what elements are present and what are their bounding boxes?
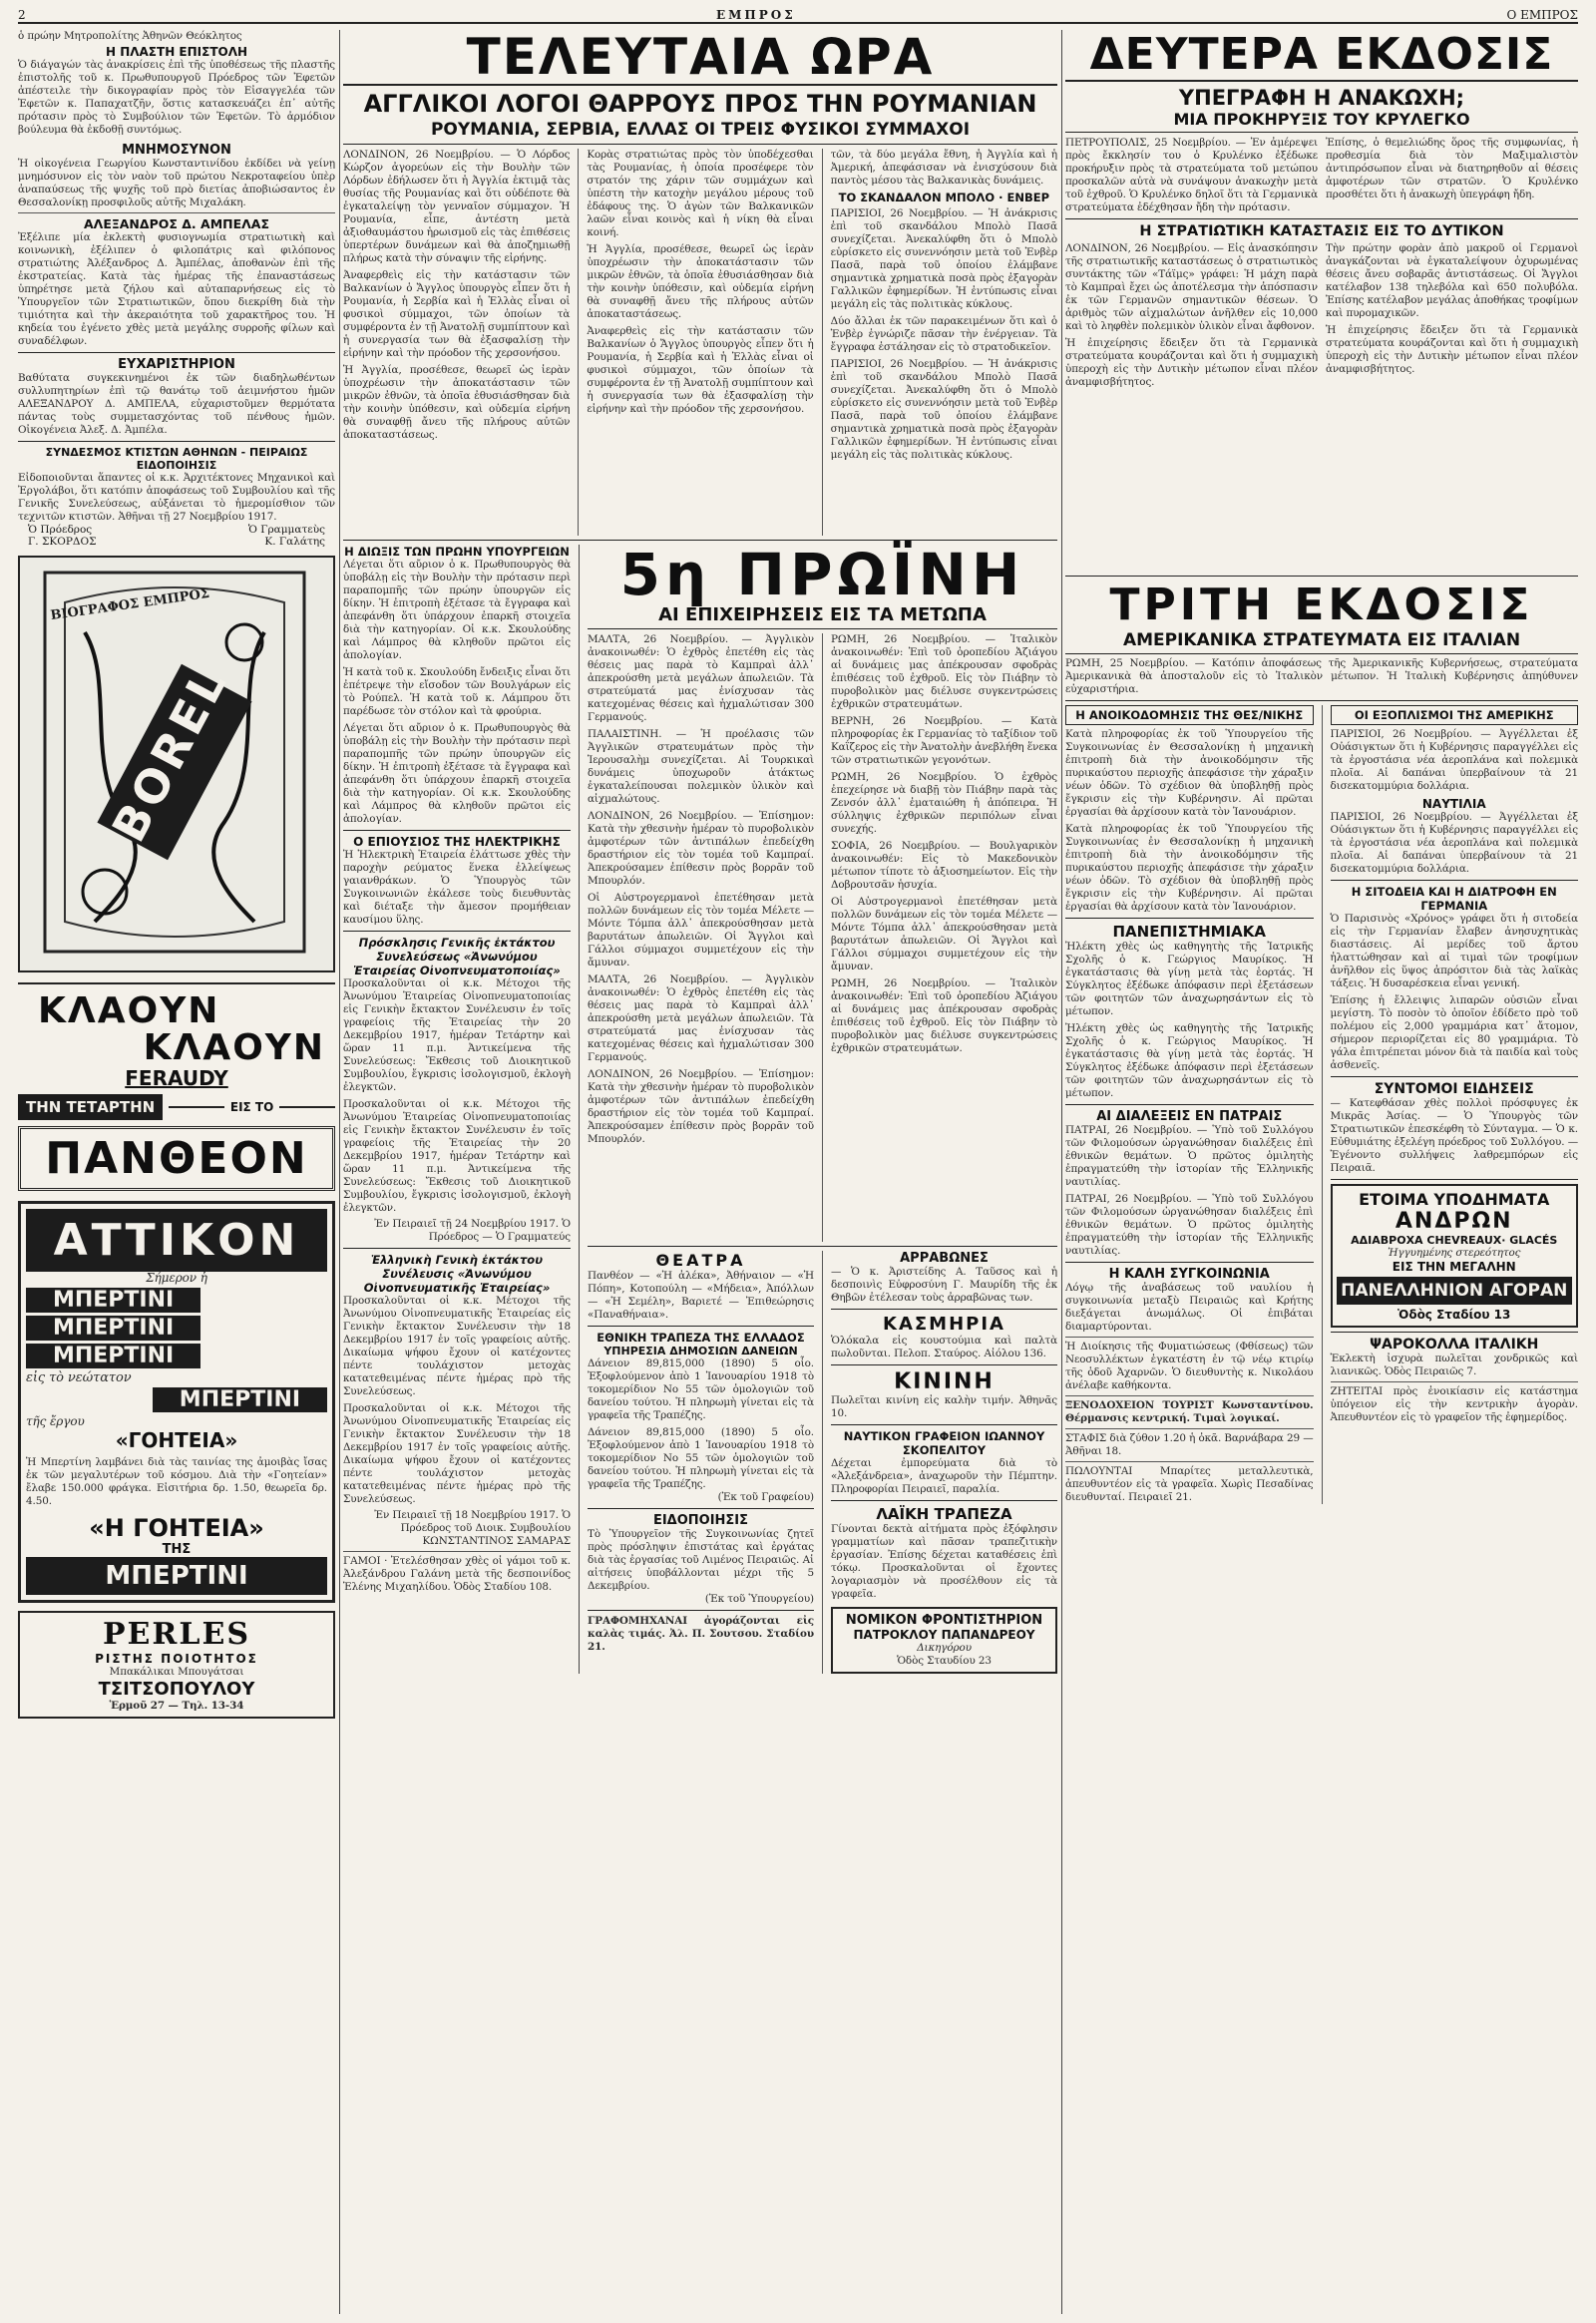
headline-ampelas: ΑΛΕΞΑΝΔΡΟΣ Δ. ΑΜΠΕΛΑΣ bbox=[83, 216, 270, 231]
krylenko-headline: ΜΙΑ ΠΡΟΚΗΡΥΞΙΣ ΤΟΥ ΚΡΥΛΕΓΚΟ bbox=[1065, 110, 1578, 133]
divider bbox=[1065, 1395, 1314, 1396]
law-tutoring-name: ΠΑΤΡΟΚΛΟΥ ΠΑΠΑΝΔΡΕΟΥ bbox=[853, 1628, 1035, 1642]
spirits-headline: Ἑλληνικὴ Γενικὴ ἐκτάκτου Συνέλευσις «Ἀνωνύμου Οἰνοπνευματικῆς Ἑταιρείας» bbox=[363, 1253, 551, 1295]
headline-forged-letter: Η ΠΛΑΣΤΗ ΕΠΙΣΤΟΛΗ bbox=[105, 45, 248, 59]
prosecution-text-2: Ἡ κατὰ τοῦ κ. Σκουλούδη ἔνδειξις εἶναι ὅτι ἐπέτρεψε τὴν εἴσοδον τῶν Βουλγάρων εἰς τὸ Ρούπελ. Ἡ κατὰ τοῦ κ. Λάμπρου ὅτι παρέδωσε τὸν στόλον καὶ τὰ φρούρια. bbox=[343, 666, 571, 717]
front-text-7: ΡΩΜΗ, 26 Νοεμβρίου. Ὁ ἐχθρὸς ἐπεχείρησε νὰ διαβῇ τὸν Πιάβην παρὰ τὰς Ζενσόν ἀλλ᾽ ἐματαιώθη ἡ ἀπόπειρα. Ἡ σύλληψις ἐχθρικῶν περιπόλων εἶναι συνεχής. bbox=[831, 771, 1057, 835]
shoes-ad bbox=[1331, 1184, 1579, 1328]
attikon-newest: εἰς τὸ νεώτατον bbox=[26, 1370, 132, 1385]
last-hour-banner: ΤΕΛΕΥΤΑΙΑ ΩΡΑ bbox=[343, 30, 1057, 86]
article-ampelas: Ἐξέλιπε μία ἐκλεκτὴ φυσιογνωμία στρατιωτικὴ καὶ κοινωνικὴ, ἐξέλιπεν ὁ φιλοπάτρις καὶ φιλόπονος στρατιώτης Ἀλέξανδρος Δ. Ἀμπέλας, ἀποθανὼν ἐπὶ τῆς ἐκστρατείας. Κατὰ τὰς ἡμέρας τῆς ἐπαναστάσεως ὑπηρέτησε μετὰ ζήλου καὶ αὐταπαρνήσεως εἰς τὸ Ὑπουργεῖον τῶν Στρατιωτικῶν, ὅπου διεκρίθη διὰ τὴν τιμιότητα καὶ τὴν ἀκεραιότητα τοῦ χαρακτῆρος του. Ἡ κηδεία του ἐγένετο χθὲς μετὰ μεγάλης συρροῆς φίλων καὶ συναδέλφων. bbox=[18, 231, 335, 347]
hotel-ad: ΞΕΝΟΔΟΧΕΙΟΝ ΤΟΥΡΙΣΤ Κωνσταντίνου. Θέρμανσις κεντρική. Τιμαὶ λογικαί. bbox=[1065, 1399, 1314, 1424]
column-divider bbox=[1061, 30, 1062, 2314]
pan-hellenic-market: ΠΑΝΕΛΛΗΝΙΟΝ ΑΓΟΡΑΝ bbox=[1337, 1277, 1573, 1305]
assembly-signature: Ἐν Πειραιεῖ τῇ 24 Νοεμβρίου 1917. Ὁ Πρόεδρος — Ὁ Γραμματεύς bbox=[374, 1218, 571, 1243]
armistice-text-1: ΠΕΤΡΟΥΠΟΛΙΣ, 25 Νοεμβρίου. — Ἐν ἀμέρεψει πρὸς ἔκκλησίν του ὁ Κρυλένκο ἐξέδωκε προκήρυξιν πρὸς τὰ στρατεύματα τοῦ μετώπου προσκαλῶν αὐτὰ νὰ συνάψουν ἀνακωχὴν μετὰ τοῦ ἐχθροῦ. Ὁ Κρυλένκο δηλοῖ ὅτι τὰ Γερμανικὰ στρατεύματα ἐδέχθησαν ἤδη τὴν πρότασιν. bbox=[1065, 137, 1318, 213]
masthead bbox=[18, 8, 1578, 24]
masthead-right: Ο ΕΜΠΡΟΣ bbox=[1506, 8, 1578, 22]
top-story-p5: τῶν, τὰ δύο μεγάλα ἔθνη, ἡ Ἀγγλία καὶ ἡ Ἀμερική, ἀπεφάσισαν νὰ ἐνισχύσουν διὰ παντὸς μέσου τὰς Βαλκανικὰς δυνάμεις. bbox=[830, 149, 1057, 187]
theatre-text: Πανθέον — «Ἡ ἀλέκα», Ἀθήναιον — «Ἡ Πόπη», Κοτοπούλη — «Μήδεια», Ἀπόλλων — «Ἡ Σεμέλη», Βαριετέ — Ἐπιθεώρησις «Παναθήναια». bbox=[588, 1270, 814, 1321]
glue-headline: ΨΑΡΟΚΟΛΛΑ ΙΤΑΛΙΚΗ bbox=[1370, 1337, 1539, 1353]
divider bbox=[831, 1309, 1057, 1310]
popular-bank-text: Γίνονται δεκτὰ αἰτήματα πρὸς ἐξόφλησιν γραμματίων καὶ πᾶσαν τραπεζιτικὴν ἐργασίαν. Ἐπίσης δέχεται καταθέσεις ἐπὶ τόκῳ. Προσκαλοῦνται οἱ ἔχοντες λογαριασμὸν νὰ προσέλθουν εἰς τὰ γραφεῖα. bbox=[831, 1523, 1057, 1600]
prosecution-headline: Η ΔΙΩΞΙΣ ΤΩΝ ΠΡΩΗΝ ΥΠΟΥΡΓΕΙΩΝ bbox=[344, 545, 570, 559]
law-tutoring-role: Δικηγόρου bbox=[917, 1642, 972, 1654]
signature-name-1: Γ. ΣΚΟΡΔΟΣ bbox=[28, 536, 97, 548]
cashmere-headline: ΚΑΣΜΗΡΙΑ bbox=[883, 1314, 1005, 1335]
attikon-goteia: «ΓΟΗΤΕΙΑ» bbox=[115, 1428, 238, 1452]
paper-name: ΕΜΠΡΟΣ bbox=[716, 8, 796, 22]
right-column bbox=[1065, 30, 1578, 1504]
bank-text-2: Δάνειον 89,815,000 (1890) 5 οἷο. Ἐξοφλούμενον ἀπὸ 1 Ἰανουαρίου 1918 τὸ τοκομερίδιον Νο 55 τῶν ὁμολογιῶν τοῦ δανείου τούτου. Ἡ πληρωμὴ γίνεται εἰς τὰ γραφεῖα τῆς Τραπέζης. bbox=[588, 1426, 814, 1490]
top-story-p2: Ἀναφερθεὶς εἰς τὴν κατάστασιν τῶν Βαλκανίων ὁ Ἄγγλος ὑπουργὸς εἶπεν ὅτι ἡ Ρουμανία, ἡ Σερβία καὶ ἡ Ἑλλὰς εἶναι οἱ φυσικοὶ σύμμαχοι, τῶν ὁποίων τὰ συμφέροντα ἐν τῇ Ἀνατολῇ συμπίπτουν καὶ ἡ συνεργασία των θὰ ἐξασφαλίσῃ τὴν εἰρήνην καὶ τὴν πρόοδον τῆς χερσονήσου. bbox=[343, 269, 571, 359]
top-story-p1: ΛΟΝΔΙΝΟΝ, 26 Νοεμβρίου. — Ὁ Λόρδος Κώρζον ἀγορεύων εἰς τὴν Βουλὴν τῶν Λόρδων ἐδήλωσεν ὅτι ἡ Ἀγγλία ἐκτιμᾷ τὰς θυσίας τῆς Ρουμανίας καὶ ὅτι οὐδέποτε θὰ ἐγκαταλείψῃ τὸν γενναῖον σύμμαχον. Ἡ Ρουμανία, εἶπε, ἀντέστη μετὰ ἀξιοθαυμάστου ἡρωισμοῦ εἰς τὰς ἐπιθέσεις ὑπερτέρων δυνάμεων καὶ θὰ ἀποζημιωθῇ πλήρως κατὰ τὴν σύναψιν τῆς εἰρήνης. bbox=[343, 149, 571, 264]
front-text-1: ΜΑΛΤΑ, 26 Νοεμβρίου. — Ἀγγλικὸν ἀνακοινωθέν: Ὁ ἐχθρὸς ἐπετέθη εἰς τὰς θέσεις μας παρὰ τὸ Καμπραὶ ἀλλ᾽ ἀπεκρούσθη μετὰ μεγάλων ἀπωλειῶν. Τὰ στρατεύματά μας ἐνίσχυσαν τὰς κατεχομένας θέσεις καὶ ἠχμαλώτισαν 300 Γερμανούς. bbox=[588, 633, 814, 723]
attikon-ad bbox=[18, 1201, 335, 1603]
front-text-3: ΛΟΝΔΙΝΟΝ, 26 Νοεμβρίου. — Ἐπίσημον: Κατὰ τὴν χθεσινὴν ἡμέραν τὸ πυροβολικὸν ἀμφοτέρων τῶν ἀντιπάλων ἐπεδείχθη δραστήριον εἰς τὸν τομέα τοῦ Καμπραί. Ἀπεκρούσαμεν ἐπίθεσιν πρὸς βορρᾶν τοῦ Μπουρλόν. bbox=[588, 810, 814, 887]
armistice-headline: ΥΠΕΓΡΑΦΗ Η ΑΝΑΚΩΧΗ; bbox=[1178, 86, 1465, 110]
electric-text: Ἡ Ἠλεκτρικὴ Ἑταιρεία ἐλάττωσε χθὲς τὴν παροχὴν ρεύματος ἕνεκα ἐλλείψεως γαιανθράκων. Ὁ Ὑπουργὸς τῶν Συγκοινωνιῶν ἐκάλεσε τοὺς διευθυντὰς καὶ διέταξε τὴν ἄμεσον προμήθειαν καυσίμου ὕλης. bbox=[343, 849, 571, 926]
klaoun-title-1: ΚΛΑΟΥΝ bbox=[38, 990, 220, 1031]
assembly-text-2: Προσκαλοῦνται οἱ κ.κ. Μέτοχοι τῆς Ἀνωνύμου Ἑταιρείας Οἰνοπνευματοποιίας εἰς Γενικὴν ἔκτακτον Συνέλευσιν ἐν τοῖς γραφείοις τῆς Ἑταιρείας τὴν 20 Δεκεμβρίου 1917, ἡμέραν Τετάρτην καὶ ὥραν 11 π.μ. Ἀντικείμενα τῆς Συνελεύσεως: Ἔκθεσις τοῦ Διοικητικοῦ Συμβουλίου, ἔγκρισις ἰσολογισμοῦ, ἐκλογὴ ἐλεγκτῶν. bbox=[343, 1098, 571, 1214]
divider bbox=[1065, 576, 1578, 577]
top-story-subhead: ΑΓΓΛΙΚΟΙ ΛΟΓΟΙ ΘΑΡΡΟΥΣ ΠΡΟΣ ΤΗΝ ΡΟΥΜΑΝΙΑΝ bbox=[363, 90, 1037, 118]
page-number: 2 bbox=[18, 8, 26, 22]
shoes-address: Ὁδὸς Σταδίου 13 bbox=[1397, 1308, 1511, 1322]
signature-name-2: Κ. Γαλάτης bbox=[264, 536, 325, 548]
article-memorial: Ἡ οἰκογένεια Γεωργίου Κωνσταντινίδου ἐκδίδει νὰ γείνῃ μνημόσυνον εἰς τὸν ναὸν τοῦ πρώτου Νεκροταφείου ὑπὲρ ἀναπαύσεως τῆς ψυχῆς τοῦ πρὸ διετίας ἀποβιώσαντος ἐν Θεσσαλονίκῃ προσφιλοῦς αὐτῆς Μιχαλάκη. bbox=[18, 158, 335, 208]
divider bbox=[18, 352, 335, 353]
divider bbox=[1065, 700, 1578, 701]
tuberculosis-text: Ἡ Διοίκησις τῆς Φυματιώσεως (Φθίσεως) τῶν Νεοσυλλέκτων ἐγκατέστη ἐν τῷ νέῳ κτιρίῳ τῆς ὁδοῦ Ἀχαρνῶν. Ὁ διευθυντὴς κ. Νικολάου ἀνέλαβε καθήκοντα. bbox=[1065, 1341, 1314, 1391]
third-edition-banner: ΤΡΙΤΗ ΕΚΔΟΣΙΣ bbox=[1109, 580, 1534, 630]
divider bbox=[1065, 1337, 1314, 1338]
signature-president: Ὁ Πρόεδρος bbox=[28, 524, 93, 536]
signature-secretary: Ὁ Γραμματεὺς bbox=[247, 524, 325, 536]
divider bbox=[588, 1326, 814, 1327]
assembly-headline: Πρόσκλησις Γενικῆς ἐκτάκτου Συνελεύσεως «Ἀνωνύμου Ἑταιρείας Οἰνοπνευματοποιίας» bbox=[353, 936, 561, 977]
sale-ad: ΠΩΛΟΥΝΤΑΙ Μπαρίτες μεταλλευτικὰ, ἀπευθυντέον εἰς τὰ γραφεῖα. Χωρὶς Πεσαδίνας διευθυνταί. Πειραιεῖ 21. bbox=[1065, 1465, 1314, 1503]
divider bbox=[831, 1500, 1057, 1501]
prosecution-text-3: Λέγεται ὅτι αὔριον ὁ κ. Πρωθυπουργὸς θὰ ὑποβάλῃ εἰς τὴν Βουλὴν τὴν πρότασιν περὶ παραπομπῆς τῶν πρώην ὑπουργῶν εἰς δίκην. Ἡ ἐπιτροπὴ ἐξέτασε τὰ ἔγγραφα καὶ ἀπεφάνθη ὅτι ὑπάρχουν ἐπαρκῆ στοιχεῖα διὰ τὴν κατηγορίαν. Οἱ κ.κ. Σκουλούδης καὶ Λάμπρος θὰ κληθοῦν πρῶτοι εἰς ἀπολογίαν. bbox=[343, 722, 571, 825]
attikon-work: τῆς ἔργου bbox=[26, 1414, 85, 1428]
us-armament-headline: ΟΙ ΕΞΟΠΛΙΣΜΟΙ ΤΗΣ ΑΜΕΡΙΚΗΣ bbox=[1331, 705, 1579, 725]
headline-memorial: ΜΝΗΜΟΣΥΝΟΝ bbox=[122, 143, 231, 158]
notice-headline: ΕΙΔΟΠΟΙΗΣΙΣ bbox=[652, 1513, 749, 1528]
front-text-4b: ΡΩΜΗ, 26 Νοεμβρίου. — Ἰταλικὸν ἀνακοινωθέν: Ἐπὶ τοῦ ὀροπεδίου Ἀζιάγου αἱ δυνάμεις μας ἀπέκρουσαν σφοδρὰς ἐπιθέσεις τοῦ ἐχθροῦ. Εἰς τὸν Πιάβην τὸ πυροβολικὸν μας διέλυσε συγκεντρώσεις ἐχθρικῶν στρατευμάτων. bbox=[831, 977, 1057, 1054]
mpolo-text-2: Δύο ἄλλαι ἐκ τῶν παρακειμένων ὅτι καὶ ὁ Ἐνβὲρ ἐγνώριζε πᾶσαν τὴν ἐνέργειαν. Τὰ ἔγγραφα ἐστάλησαν εἰς τὸ στρατοδικεῖον. bbox=[830, 315, 1057, 353]
university-text-2: Ἠλέκτη χθὲς ὡς καθηγητὴς τῆς Ἰατρικῆς Σχολῆς ὁ κ. Γεώργιος Μαυρίκος. Ἡ ἐγκατάστασις θὰ γίνῃ μετὰ τὰς ἑορτάς. Ἡ Σύγκλητος ἐξέδωκε ἀπόφασιν περὶ ἐξετάσεων τῶν φοιτητῶν τῶν ἀναχωρησάντων εἰς τὸ μέτωπον. bbox=[1065, 1022, 1314, 1099]
second-edition-area bbox=[588, 541, 1057, 1674]
perles-quality: ΡΙΣΤΗΣ ΠΟΙΟΤΗΤΟΣ bbox=[95, 1652, 258, 1666]
klaoun-ad bbox=[18, 982, 335, 1191]
prison-column bbox=[343, 545, 571, 1674]
attikon-bertini-5: ΜΠΕΡΤΙΝΙ bbox=[26, 1557, 327, 1595]
shoes-men: ΑΝΔΡΩΝ bbox=[1395, 1209, 1513, 1234]
american-troops-headline: ΑΜΕΡΙΚΑΝΙΚΑ ΣΤΡΑΤΕΥΜΑΤΑ ΕΙΣ ΙΤΑΛΙΑΝ bbox=[1065, 630, 1578, 654]
shipping-office-headline: ΝΑΥΤΙΚΟΝ ΓΡΑΦΕΙΟΝ ΙΩΑΝΝΟΥ ΣΚΟΠΕΛΙΤΟΥ bbox=[843, 1429, 1045, 1457]
divider bbox=[1065, 1262, 1314, 1263]
popular-bank-headline: ΛΑΪΚΗ ΤΡΑΠΕΖΑ bbox=[876, 1505, 1012, 1523]
shipping-office-text: Δέχεται ἐμπορεύματα διὰ τὸ «Ἀλεξάνδρεια», ἀναχωροῦν τὴν Πέμπτην. Πληροφορίαι Πειραιεῖ, παραλία. bbox=[831, 1457, 1057, 1495]
article-builders: Εἰδοποιοῦνται ἅπαντες οἱ κ.κ. Ἀρχιτέκτονες Μηχανικοὶ καὶ Ἐργολάβοι, ὅτι κατόπιν ἀποφάσεως τοῦ Συμβουλίου καὶ τῆς Γενικῆς Συνελεύσεως, αὐξάνεται τὸ ἡμερομίσθιον τῶν τεχνιτῶν κτιστῶν. Ἀθῆναι τῇ 27 Νοεμβρίου 1917. bbox=[18, 472, 335, 523]
typewriter-ad: ΓΡΑΦΟΜΗΧΑΝΑΙ ἀγοράζονται εἰς καλὰς τιμάς. Ἀλ. Π. Σουτσου. Σταδίου 21. bbox=[588, 1615, 814, 1653]
assembly-text: Προσκαλοῦνται οἱ κ.κ. Μέτοχοι τῆς Ἀνωνύμου Ἑταιρείας Οἰνοπνευματοποιίας εἰς Γενικὴν ἔκτακτον Συνέλευσιν ἐν τοῖς γραφείοις τῆς Ἑταιρείας τὴν 20 Δεκεμβρίου 1917, ἡμέραν Τετάρτην καὶ ὥραν 11 π.μ. Ἀντικείμενα τῆς Συνελεύσεως: Ἔκθεσις τοῦ Διοικητικοῦ Συμβουλίου, ἔγκρισις ἰσολογισμοῦ, ἐκλογὴ ἐλεγκτῶν. bbox=[343, 977, 571, 1093]
germany-food-headline: Η ΣΙΤΟΔΕΙΑ ΚΑΙ Η ΔΙΑΤΡΟΦΗ ΕΝ ΓΕΡΜΑΝΙΑ bbox=[1351, 885, 1557, 913]
divider bbox=[1331, 880, 1579, 881]
law-tutoring-ad bbox=[831, 1607, 1057, 1674]
bank-subhead: ΥΠΗΡΕΣΙΑ ΔΗΜΟΣΙΩΝ ΔΑΝΕΙΩΝ bbox=[603, 1345, 798, 1357]
perles-shop: ΤΣΙΤΣΟΠΟΥΛΟΥ bbox=[98, 1679, 255, 1700]
front-text-3b: ΛΟΝΔΙΝΟΝ, 26 Νοεμβρίου. — Ἐπίσημον: Κατὰ τὴν χθεσινὴν ἡμέραν τὸ πυροβολικὸν ἀμφοτέρων τῶν ἀντιπάλων ἐπεδείχθη δραστήριον εἰς τὸν τομέα τοῦ Καμπραί. Ἀπεκρούσαμεν ἐπίθεσιν πρὸς βορρᾶν τοῦ Μπουρλόν. bbox=[588, 1068, 814, 1145]
attikon-logo: ΑΤΤΙΚΟΝ bbox=[26, 1209, 327, 1272]
borel-logo: BOREL bbox=[101, 657, 238, 851]
notice-signature: (Ἐκ τοῦ Ὑπουργείου) bbox=[704, 1593, 814, 1605]
intro-line: ὁ πρώην Μητροπολίτης Ἀθηνῶν Θεόκλητος bbox=[18, 30, 242, 42]
divider bbox=[588, 1610, 814, 1611]
divider bbox=[1065, 918, 1314, 919]
top-story-p2b: Ἀναφερθεὶς εἰς τὴν κατάστασιν τῶν Βαλκανίων ὁ Ἄγγλος ὑπουργὸς εἶπεν ὅτι ἡ Ρουμανία, ἡ Σερβία καὶ ἡ Ἑλλὰς εἶναι οἱ φυσικοὶ σύμμαχοι, τῶν ὁποίων τὰ συμφέροντα ἐν τῇ Ἀνατολῇ συμπίπτουν καὶ ἡ συνεργασία των θὰ ἐξασφαλίσῃ τὴν εἰρήνην καὶ τὴν πρόοδον τῆς χερσονήσου. bbox=[587, 325, 814, 415]
armistice-text-2: Ἐπίσης, ὁ θεμελιώδης ὅρος τῆς συμφωνίας, ἡ προθεσμία διὰ τὸν Μαξιμαλιστὸν ἀντιπρόσωπον εἶναι νὰ διατηρηθοῦν αἱ θέσεις ἀμφοτέρων τῶν στρατῶν. Ὁ Κρυλένκο προσθέτει ὅτι ἡ ἀνακωχὴ ὑπεγράφη ἤδη. bbox=[1326, 137, 1578, 200]
perles-logo: PERLES bbox=[103, 1617, 250, 1652]
raisins-ad: ΣΤΑΦΙΣ διὰ ζύθον 1.20 ἡ ὀκᾶ. Βαρνάβαρα 29 — Ἀθῆναι 18. bbox=[1065, 1432, 1314, 1457]
divider bbox=[18, 441, 335, 442]
headline-builders: ΣΥΝΔΕΣΜΟΣ ΚΤΙΣΤΩΝ ΑΘΗΝΩΝ - ΠΕΙΡΑΙΩΣ bbox=[45, 446, 308, 459]
center-column bbox=[343, 30, 1057, 1674]
bank-headline: ΕΘΝΙΚΗ ΤΡΑΠΕΖΑ ΤΗΣ ΕΛΛΑΔΟΣ bbox=[597, 1331, 805, 1345]
front-text-1b: ΜΑΛΤΑ, 26 Νοεμβρίου. — Ἀγγλικὸν ἀνακοινωθέν: Ὁ ἐχθρὸς ἐπετέθη εἰς τὰς θέσεις μας παρὰ τὸ Καμπραὶ ἀλλ᾽ ἀπεκρούσθη μετὰ μεγάλων ἀπωλειῶν. Τὰ στρατεύματά μας ἐνίσχυσαν τὰς κατεχομένας θέσεις καὶ ἠχμαλώτισαν 300 Γερμανούς. bbox=[588, 973, 814, 1063]
column-divider bbox=[339, 30, 340, 2314]
attikon-bertini-1: ΜΠΕΡΤΙΝΙ bbox=[26, 1288, 200, 1313]
klaoun-day: ΤΗΝ ΤΕΤΑΡΤΗΝ bbox=[18, 1094, 163, 1120]
law-tutoring-title: ΝΟΜΙΚΟΝ ΦΡΟΝΤΙΣΤΗΡΙΟΝ bbox=[845, 1613, 1043, 1628]
newspaper-page bbox=[18, 8, 1578, 2315]
shipping-headline: ΝΑΥΤΙΛΙΑ bbox=[1421, 797, 1486, 811]
klaoun-eis-to: ΕΙΣ ΤΟ bbox=[229, 1100, 274, 1114]
mpolo-text-3: ΠΑΡΙΣΙΟΙ, 26 Νοεμβρίου. — Ἡ ἀνάκρισις ἐπὶ τοῦ σκανδάλου Μπολὸ Πασᾶ συνεχίζεται. Ἀνεκαλύφθη ὅτι ὁ Μπολὸ εὑρίσκετο εἰς συνεννόησιν μετὰ τοῦ Ἐνβὲρ Πασᾶ, παρὰ τοῦ ὁποίου ἐλάμβανε σημαντικὰ χρηματικὰ ποσὰ πρὸς ἐξαγορὰν Γαλλικῶν ἐφημερίδων. Ἡ ἐντύπωσις εἶναι μεγάλη εἰς τὰς πολιτικὰς κύκλους. bbox=[830, 358, 1057, 461]
wanted-ad: ΖΗΤΕΙΤΑΙ πρὸς ἐνοικίασιν εἰς κατάστημα ὑπόγειον εἰς τὴν κεντρικὴν ἀγορὰν. Ἀπευθυντέον εἰς τὸ γραφεῖον τῆς ἐφημερίδος. bbox=[1330, 1385, 1578, 1423]
american-troops-text: ΡΩΜΗ, 25 Νοεμβρίου. — Κατόπιν ἀποφάσεως τῆς Ἀμερικανικῆς Κυβερνήσεως, στρατεύματα Ἀμερικανικὰ θὰ ἀποσταλοῦν εἰς τὸ Ἰταλικὸν μέτωπον. Ἡ Ἰταλικὴ Κυβέρνησις ἀπηύθυνεν εὐχαριστήρια. bbox=[1065, 657, 1578, 695]
top-story-p3b: Ἡ Ἀγγλία, προσέθεσε, θεωρεῖ ὡς ἱερὰν ὑποχρέωσιν τὴν ἀποκατάστασιν τῶν μικρῶν ἐθνῶν, τὰ ὁποῖα ἐθυσιάσθησαν διὰ τὴν κοινὴν ὑπόθεσιν, καὶ οὐδεμία εἰρήνη θὰ συναφθῇ ἄνευ τῆς πλήρους αὐτῶν ἀποκαταστάσεως. bbox=[587, 243, 814, 320]
thessaloniki-headline: Η ΑΝΟΙΚΟΔΟΜΗΣΙΣ ΤΗΣ ΘΕΣ/ΝΙΚΗΣ bbox=[1065, 705, 1314, 725]
attikon-bertini-3: ΜΠΕΡΤΙΝΙ bbox=[26, 1344, 200, 1368]
glue-text: Ἐκλεκτὴ ἰσχυρὰ πωλεῖται χονδρικῶς καὶ λιανικῶς. Ὁδὸς Πειραιῶς 7. bbox=[1330, 1353, 1578, 1377]
cashmere-text: Ὁλόκαλα εἰς κουστούμια καὶ παλτὰ πωλοῦνται. Πελοπ. Σταύρος. Αἰόλου 136. bbox=[831, 1335, 1057, 1359]
thessaloniki-text-2: Κατὰ πληροφορίας ἐκ τοῦ Ὑπουργείου τῆς Συγκοινωνίας ἐν Θεσσαλονίκῃ ἡ μηχανικὴ ἐπιτροπὴ διὰ τὴν ἀνοικοδόμησιν τῆς πυρικαύστου περιοχῆς ἀπεφάσισε τὴν χάραξιν νέων ὁδῶν. Τὸ σχέδιον θὰ ὑποβληθῇ πρὸς ἔγκρισιν εἰς τὴν Κυβέρνησιν. Αἱ πρῶται ἐργασίαι θὰ ἀρχίσουν κατὰ τὸν Ἰανουάριον. bbox=[1065, 823, 1314, 913]
front-text-5b: Οἱ Αὐστρογερμανοὶ ἐπετέθησαν μετὰ πολλῶν δυνάμεων εἰς τὸν τομέα Μέλετε — Μόντε Τόμπα ἀλλ᾽ ἀπεκρούσθησαν μετὰ βαρυτάτων ἀπωλειῶν. Οἱ Ἄγγλοι καὶ Γάλλοι σύμμαχοι συμμετέχουν εἰς τὴν ἄμυναν. bbox=[831, 896, 1057, 972]
spirits-text: Προσκαλοῦνται οἱ κ.κ. Μέτοχοι τῆς Ἀνωνύμου Οἰνοπνευματικῆς Ἑταιρείας εἰς Γενικὴν ἔκτακτον Συνέλευσιν τὴν 18 Δεκεμβρίου 1917 ἐν τοῖς γραφείοις αὐτῆς. Δικαίωμα ψήφου ἔχουν οἱ κατέχοντες πέντε τουλάχιστον μετοχὰς κατατεθειμένας πέντε ἡμέρας πρὸ τῆς Συνελεύσεως. bbox=[343, 1295, 571, 1397]
divider bbox=[343, 1248, 571, 1249]
divider bbox=[588, 1246, 1057, 1247]
divider bbox=[1331, 1179, 1579, 1180]
top-story-p3: Ἡ Ἀγγλία, προσέθεσε, θεωρεῖ ὡς ἱερὰν ὑποχρέωσιν τὴν ἀποκατάστασιν τῶν μικρῶν ἐθνῶν, τὰ ὁποῖα ἐθυσιάσθησαν διὰ τὴν κοινὴν ὑπόθεσιν, καὶ οὐδεμία εἰρήνη θὰ συναφθῇ ἄνευ τῆς πλήρους αὐτῶν ἀποκαταστάσεως. bbox=[343, 364, 571, 441]
western-front-text-2: Τὴν πρώτην φορὰν ἀπὸ μακροῦ οἱ Γερμανοὶ ἀναγκάζονται νὰ ἐγκαταλείψουν ὀχυρωμένας θέσεις ἄνευ σοβαρᾶς ἀντιστάσεως. Οἱ Ἄγγλοι κατέλαβον 138 τηλεβόλα καὶ 650 πολυβόλα. Ἐπίσης κατέλαβον μεγάλας ἀποθήκας τροφίμων καὶ πυρομαχικῶν. bbox=[1326, 242, 1578, 319]
pantheon-logo: ΠΑΝΘΕΟΝ bbox=[18, 1126, 335, 1191]
front-text-8: ΣΟΦΙΑ, 26 Νοεμβρίου. — Βουλγαρικὸν ἀνακοινωθέν: Εἰς τὸ Μακεδονικὸν μέτωπον τίποτε τὸ ἀξιοσημείωτον. Εἰς τὴν Δοβρουτσᾶν ἡσυχία. bbox=[831, 840, 1057, 891]
germany-food-text: Ὁ Παρισινὸς «Χρόνος» γράφει ὅτι ἡ σιτοδεία εἰς τὴν Γερμανίαν ἔλαβεν ἀνησυχητικὰς διαστάσεις. Αἱ μερίδες τοῦ ἄρτου ἠλαττώθησαν καὶ αἱ τιμαὶ τῶν τροφίμων ἀνῆλθον εἰς ὕψος ἀπρόσιτον διὰ τὰς λαϊκὰς τάξεις. Ἡ δυσαρέσκεια εἶναι γενική. bbox=[1330, 913, 1578, 989]
divider bbox=[1065, 1104, 1314, 1105]
divider bbox=[831, 1364, 1057, 1365]
shoes-guarantee: Ἠγγυημένης στερεότητος bbox=[1388, 1247, 1521, 1259]
patras-text-2: ΠΑΤΡΑΙ, 26 Νοεμβρίου. — Ὑπὸ τοῦ Συλλόγου τῶν Φιλομούσων ὠργανώθησαν διαλέξεις ἐπὶ ἐθνικῶν θεμάτων. Ὁ πρῶτος ὁμιλητὴς ἐπραγματεύθη τὴν ἱστορίαν τῆς Ἑλληνικῆς ναυτιλίας. bbox=[1065, 1193, 1314, 1257]
attikon-bertini-4: ΜΠΕΡΤΙΝΙ bbox=[153, 1387, 327, 1412]
borel-top-text: ΒΙΟΓΡΑΦΟΣ ΕΜΠΡΟΣ bbox=[49, 585, 210, 624]
notice-text: Τὸ Ὑπουργεῖον τῆς Συγκοινωνίας ζητεῖ πρὸς πρόσληψιν ἐπιστάτας καὶ ἐργάτας διὰ τὰς ἐργασίας τοῦ Λιμένος Πειραιῶς. Αἱ αἰτήσεις ὑποβάλλονται μέχρι τῆς 5 Δεκεμβρίου. bbox=[588, 1528, 814, 1592]
us-armament-text-2: ΠΑΡΙΣΙΟΙ, 26 Νοεμβρίου. — Ἀγγέλλεται ἐξ Οὐάσιγκτων ὅτι ἡ Κυβέρνησις παραγγέλλει εἰς τὰ ἐργοστάσια νέα ἀεροπλάνα καὶ πολεμικὰ πλοῖα. Αἱ δαπάναι ὑπερβαίνουν τὰ 21 δισεκατομμύρια δολλάρια. bbox=[1330, 811, 1578, 875]
western-front-text-1: ΛΟΝΔΙΝΟΝ, 26 Νοεμβρίου. — Εἰς ἀνασκόπησιν τῆς στρατιωτικῆς καταστάσεως ὁ στρατιωτικὸς συντάκτης τῶν «Τάϊμς» γράφει: Ἡ μάχη παρὰ τὸ Καμπραὶ ἔχει ὡς ἀποτέλεσμα τὴν ἀπόσπασιν ἐκ τῶν Γερμανῶν σημαντικῶν θέσεων. Ὁ ἀριθμὸς τῶν αἰχμαλώτων ἀνῆλθεν εἰς 10,000 καὶ τὸ ληφθὲν πολεμικὸν ὑλικὸν εἶναι ἄφθονον. bbox=[1065, 242, 1318, 332]
front-text-2: ΠΑΛΑΙΣΤΙΝΗ. — Ἡ προέλασις τῶν Ἀγγλικῶν στρατευμάτων πρὸς τὴν Ἱερουσαλὴμ συνεχίζεται. Αἱ Τουρκικαὶ δυνάμεις ὑποχωροῦν ἀτάκτως ἐγκαταλείπουσαι πολεμικὸν ὑλικὸν καὶ αἰχμαλώτους. bbox=[588, 728, 814, 805]
fronts-subhead: ΑΙ ΕΠΙΧΕΙΡΗΣΕΙΣ ΕΙΣ ΤΑ ΜΕΤΩΠΑ bbox=[588, 604, 1057, 629]
university-text: Ἠλέκτη χθὲς ὡς καθηγητὴς τῆς Ἰατρικῆς Σχολῆς ὁ κ. Γεώργιος Μαυρίκος. Ἡ ἐγκατάστασις θὰ γίνῃ μετὰ τὰς ἑορτάς. Ἡ Σύγκλητος ἐξέδωκε ἀπόφασιν περὶ ἐξετάσεων τῶν φοιτητῶν τῶν ἀναχωρησάντων εἰς τὸ μέτωπον. bbox=[1065, 941, 1314, 1017]
divider bbox=[1065, 218, 1578, 219]
spirits-text-2: Προσκαλοῦνται οἱ κ.κ. Μέτοχοι τῆς Ἀνωνύμου Οἰνοπνευματικῆς Ἑταιρείας εἰς Γενικὴν ἔκτακτον Συνέλευσιν τὴν 18 Δεκεμβρίου 1917 ἐν τοῖς γραφείοις αὐτῆς. Δικαίωμα ψήφου ἔχουν οἱ κατέχοντες πέντε τουλάχιστον μετοχὰς κατατεθειμένας πέντε ἡμέρας πρὸ τῆς Συνελεύσεως. bbox=[343, 1402, 571, 1505]
perles-ad bbox=[18, 1611, 335, 1719]
subcolumn-divider bbox=[579, 545, 580, 1674]
divider bbox=[343, 1551, 571, 1552]
divider bbox=[588, 1508, 814, 1509]
bank-signature: (Ἐκ τοῦ Γραφείου) bbox=[717, 1491, 814, 1503]
klaoun-ferauty: FERAUDY bbox=[125, 1066, 228, 1090]
divider bbox=[343, 931, 571, 932]
brief-news-headline: ΣΥΝΤΟΜΟΙ ΕΙΔΗΣΕΙΣ bbox=[1374, 1081, 1534, 1097]
spirits-signature: Ἐν Πειραιεῖ τῇ 18 Νοεμβρίου 1917. Ὁ Πρόεδρος τοῦ Διοικ. Συμβουλίου ΚΩΝΣΤΑΝΤΙΝΟΣ ΣΑΜΑΡΑΣ bbox=[374, 1509, 571, 1547]
brief-news-text: — Κατεφθάσαν χθὲς πολλοὶ πρόσφυγες ἐκ Μικρᾶς Ἀσίας. — Ὁ Ὑπουργὸς τῶν Στρατιωτικῶν ἐπεσκέφθη τὸ Σύνταγμα. — Ὁ κ. Εὐθυμιάτης ἐξελέγη πρόεδρος τοῦ Συλλόγου. — Ἐγένοντο συλλήψεις λαθρεμπόρων εἰς Πειραιᾶ. bbox=[1330, 1097, 1578, 1174]
shoes-types: ΑΔΙΑΒΡΟΧΑ CHEVREAUX· GLACÉS bbox=[1351, 1234, 1558, 1247]
bank-text: Δάνειον 89,815,000 (1890) 5 οἷο. Ἐξοφλούμενον ἀπὸ 1 Ἰανουαρίου 1918 τὸ τοκομερίδιον Νο 55 τῶν ὁμολογιῶν τοῦ δανείου τούτου. Ἡ πληρωμὴ γίνεται εἰς τὰ γραφεῖα τῆς Τραπέζης. bbox=[588, 1357, 814, 1421]
front-text-6: ΒΕΡΝΗ, 26 Νοεμβρίου. — Κατὰ πληροφορίας ἐκ Γερμανίας τὸ ταξίδιον τοῦ Καΐζερος εἰς τὴν Ἀνατολὴν ἀνεβλήθη ἕνεκα τῶν στρατιωτικῶν γεγονότων. bbox=[831, 715, 1057, 766]
transport-headline: Η ΚΑΛΗ ΣΥΓΚΟΙΝΩΝΙΑ bbox=[1108, 1267, 1270, 1282]
top-story-p4: Κορὰς στρατιώτας πρὸς τὸν ὑποδέχεσθαι τὰς Ρουμανίας, ἡ ὁποία προσέφερε τὸν στρατόν της χάριν τῶν συμμάχων καὶ ὑπέστη τὴν κατοχὴν μεγάλου μέρους τοῦ ἐδάφους της. Ὁ ἀγὼν τῶν Βαλκανικῶν λαῶν εἶναι κοινὸς καὶ ἡ νίκη θὰ εἶναι κοινή. bbox=[587, 149, 814, 238]
us-armament-text: ΠΑΡΙΣΙΟΙ, 26 Νοεμβρίου. — Ἀγγέλλεται ἐξ Οὐάσιγκτων ὅτι ἡ Κυβέρνησις παραγγέλλει εἰς τὰ ἐργοστάσια νέα ἀεροπλάνα καὶ πολεμικὰ πλοῖα. Αἱ δαπάναι ὑπερβαίνουν τὰ 21 δισεκατομμύρια δολλάρια. bbox=[1330, 728, 1578, 792]
article-forged-letter: Ὁ διάγαγών τὰς ἀνακρίσεις ἐπὶ τῆς ὑποθέσεως τῆς πλαστῆς ἐπιστολῆς τοῦ κ. Πρωθυπουργοῦ Πρόεδρος τῶν Ἐφετῶν ἀπέστειλε τὴν δικογραφίαν πρὸς τὸν Εἰσαγγελέα τῶν Ἐφετῶν κ. Παπαχατζῆν, ὅστις κατασκευάζει ἐπ᾽ αὐτῆς πρότασιν πρὸς τὸ Συμβούλιον τῶν Ἐφετῶν. Τὸ ἀρμόδιον βούλευμα θὰ ἐκδοθῇ συντόμως. bbox=[18, 59, 335, 136]
subhead-notice: ΕΙΔΟΠΟΙΗΣΙΣ bbox=[136, 459, 217, 472]
front-text-5: Οἱ Αὐστρογερμανοὶ ἐπετέθησαν μετὰ πολλῶν δυνάμεων εἰς τὸν τομέα Μέλετε — Μόντε Τόμπα ἀλλ᾽ ἀπεκρούσθησαν μετὰ βαρυτάτων ἀπωλειῶν. Οἱ Ἄγγλοι καὶ Γάλλοι σύμμαχοι συμμετέχουν εἰς τὴν ἄμυναν. bbox=[588, 892, 814, 968]
attikon-of: ΤΗΣ bbox=[162, 1542, 192, 1557]
shoes-ready: ΕΤΟΙΜΑ ΥΠΟΔΗΜΑΤΑ bbox=[1359, 1190, 1550, 1209]
engagement-text: — Ὁ κ. Ἀριστείδης Α. Ταῦσος καὶ ἡ δεσποινὶς Εὐφροσύνη Γ. Μαυρίδη τῆς ἐκ Θηβῶν ἐτέλεσαν τοὺς ἀρραβῶνας των. bbox=[831, 1266, 1057, 1304]
attikon-text: Ἡ Μπερτίνη λαμβάνει διὰ τὰς ταινίας της ἀμοιβὰς ἴσας ἐκ τῶν μεγαλυτέρων τοῦ κόσμου. Διὰ τὴν «Γοητείαν» ἔλαβε 150.000 φράγκα. Εἰσιτήρια δρ. 1.50, θεωρεῖα δρ. 4.50. bbox=[26, 1456, 327, 1507]
divider bbox=[18, 212, 335, 213]
klaoun-title-2: ΚΛΑΟΥΝ bbox=[143, 1027, 325, 1068]
university-headline: ΠΑΝΕΠΙΣΤΗΜΙΑΚΑ bbox=[1112, 923, 1266, 941]
top-story-subhead-2: ΡΟΥΜΑΝΙΑ, ΣΕΡΒΙΑ, ΕΛΛΑΣ ΟΙ ΤΡΕΙΣ ΦΥΣΙΚΟΙ ΣΥΜΜΑΧΟΙ bbox=[343, 120, 1057, 145]
western-front-text-3: Ἡ ἐπιχείρησις ἔδειξεν ὅτι τὰ Γερμανικὰ στρατεύματα κουράζονται καὶ ὅτι ἡ συμμαχικὴ ὑπεροχὴ εἰς τὴν Δυτικὴν μέτωπον εἶναι πλέον ἀναμφισβήτητος. bbox=[1326, 324, 1578, 375]
headline-thanks: ΕΥΧΑΡΙΣΤΗΡΙΟΝ bbox=[118, 357, 235, 372]
quinine-text: Πωλεῖται κινίνη εἰς καλὴν τιμήν. Ἀθηνᾶς 10. bbox=[831, 1394, 1057, 1419]
attikon-bertini-2: ΜΠΕΡΤΙΝΙ bbox=[26, 1316, 200, 1341]
borel-ad bbox=[18, 556, 335, 972]
western-front-headline: Η ΣΤΡΑΤΙΩΤΙΚΗ ΚΑΤΑΣΤΑΣΙΣ ΕΙΣ ΤΟ ΔΥΤΙΚΟΝ bbox=[1139, 223, 1504, 239]
article-thanks: Βαθύτατα συγκεκινημένοι ἐκ τῶν διαδηλωθέντων συλλυπητηρίων ἐπὶ τῷ θανάτῳ τοῦ ἀειμνήστου ἡμῶν ΑΛΕΞΑΝΔΡΟΥ Δ. ΑΜΠΕΛΑ, εὐχαριστοῦμεν θερμότατα πάντας τοὺς συμμετασχόντας τοῦ πένθους ἡμῶν. Οἰκογένεια Ἀλεξ. Δ. Ἀμπέλα. bbox=[18, 372, 335, 436]
patras-headline: ΑΙ ΔΙΑΛΕΞΕΙΣ ΕΝ ΠΑΤΡΑΙΣ bbox=[1096, 1109, 1283, 1124]
divider bbox=[343, 830, 571, 831]
attikon-today: Σήμερον ἡ bbox=[146, 1271, 207, 1285]
front-text-4: ΡΩΜΗ, 26 Νοεμβρίου. — Ἰταλικὸν ἀνακοινωθέν: Ἐπὶ τοῦ ὀροπεδίου Ἀζιάγου αἱ δυνάμεις μας ἀπέκρουσαν σφοδρὰς ἐπιθέσεις τοῦ ἐχθροῦ. Εἰς τὸν Πιάβην τὸ πυροβολικὸν μας διέλυσε συγκεντρώσεις ἐχθρικῶν στρατευμάτων. bbox=[831, 633, 1057, 710]
thessaloniki-text: Κατὰ πληροφορίας ἐκ τοῦ Ὑπουργείου τῆς Συγκοινωνίας ἐν Θεσσαλονίκῃ ἡ μηχανικὴ ἐπιτροπὴ διὰ τὴν ἀνοικοδόμησιν τῆς πυρικαύστου περιοχῆς ἀπεφάσισε τὴν χάραξιν νέων ὁδῶν. Τὸ σχέδιον θὰ ὑποβληθῇ πρὸς ἔγκρισιν εἰς τὴν Κυβέρνησιν. Αἱ πρῶται ἐργασίαι θὰ ἀρχίσουν κατὰ τὸν Ἰανουάριον. bbox=[1065, 728, 1314, 818]
electric-headline: Ο ΕΠΙΟΥΣΙΟΣ ΤΗΣ ΗΛΕΚΤΡΙΚΗΣ bbox=[353, 835, 561, 849]
law-tutoring-address: Ὁδὸς Σταυδίου 23 bbox=[897, 1655, 992, 1667]
quinine-headline: ΚΙΝΙΝΗ bbox=[894, 1369, 995, 1394]
divider bbox=[1331, 1381, 1579, 1382]
mpolo-headline: ΤΟ ΣΚΑΝΔΑΛΟΝ ΜΠΟΛΟ · ΕΝΒΕΡ bbox=[838, 191, 1050, 204]
left-column bbox=[18, 30, 335, 1719]
divider bbox=[1065, 1428, 1314, 1429]
prosecution-text: Λέγεται ὅτι αὔριον ὁ κ. Πρωθυπουργὸς θὰ ὑποβάλῃ εἰς τὴν Βουλὴν τὴν πρότασιν περὶ παραπομπῆς τῶν πρώην ὑπουργῶν εἰς δίκην. Ἡ ἐπιτροπὴ ἐξέτασε τὰ ἔγγραφα καὶ ἀπεφάνθη ὅτι ὑπάρχουν ἐπαρκῆ στοιχεῖα διὰ τὴν κατηγορίαν. Οἱ κ.κ. Σκουλούδης καὶ Λάμπρος θὰ κληθοῦν πρῶτοι εἰς ἀπολογίαν. bbox=[343, 559, 571, 661]
divider bbox=[1065, 1461, 1314, 1462]
divider bbox=[1331, 1332, 1579, 1333]
shoes-in-the: ΕΙΣ ΤΗΝ ΜΕΓΑΛΗΝ bbox=[1392, 1260, 1516, 1274]
second-edition-banner: ΔΕΥΤΕΡΑ ΕΚΔΟΣΙΣ bbox=[1065, 30, 1578, 82]
engagement-headline: ΑΡΡΑΒΩΝΕΣ bbox=[900, 1251, 989, 1266]
mpolo-text: ΠΑΡΙΣΙΟΙ, 26 Νοεμβρίου. — Ἡ ἀνάκρισις ἐπὶ τοῦ σκανδάλου Μπολὸ Πασᾶ συνεχίζεται. Ἀνεκαλύφθη ὅτι ὁ Μπολὸ εὑρίσκετο εἰς συνεννόησιν μετὰ τοῦ Ἐνβὲρ Πασᾶ, παρὰ τοῦ ὁποίου ἐλάμβανε σημαντικὰ χρηματικὰ ποσὰ πρὸς ἐξαγορὰν Γαλλικῶν ἐφημερίδων. Ἡ ἐντύπωσις εἶναι μεγάλη εἰς τὰς πολιτικὰς κύκλους. bbox=[830, 207, 1057, 310]
attikon-goteia-big: «Η ΓΟΗΤΕΙΑ» bbox=[89, 1514, 264, 1542]
wedding-notice: ΓΑΜΟΙ · Ἐτελέσθησαν χθὲς οἱ γάμοι τοῦ κ. Ἀλεξάνδρου Γαλάνη μετὰ τῆς δεσποινίδος Ἑλένης Μιχαηλίδου. Ὁδὸς Σταδίου 108. bbox=[343, 1555, 571, 1593]
perles-address: Ἑρμοῦ 27 — Τηλ. 13-34 bbox=[109, 1700, 244, 1712]
theatre-headline: ΘΕΑΤΡΑ bbox=[655, 1251, 746, 1270]
transport-text: Λόγῳ τῆς ἀναβάσεως τοῦ ναυλίου ἡ συγκοινωνία μεταξὺ Πειραιῶς καὶ Κρήτης διεξάγεται ἀνωμάλως. Οἱ ἐπιβάται διαμαρτύρονται. bbox=[1065, 1282, 1314, 1333]
divider bbox=[831, 1424, 1057, 1425]
patras-text: ΠΑΤΡΑΙ, 26 Νοεμβρίου. — Ὑπὸ τοῦ Συλλόγου τῶν Φιλομούσων ὠργανώθησαν διαλέξεις ἐπὶ ἐθνικῶν θεμάτων. Ὁ πρῶτος ὁμιλητὴς ἐπραγματεύθη τὴν ἱστορίαν τῆς Ἑλληνικῆς ναυτιλίας. bbox=[1065, 1124, 1314, 1188]
germany-food-text-2: Ἐπίσης ἡ ἔλλειψις λιπαρῶν οὐσιῶν εἶναι μεγίστη. Τὸ ποσὸν τὸ ὁποῖον ἐδίδετο πρὸ τοῦ πολέμου εἰς 2,000 γραμμάρια κατ᾽ ἄτομον, σήμερον περιορίζεται εἰς 80 γραμμάρια. Τὸ γάλα ἐπιτρέπεται μόνον διὰ τὰ παιδία καὶ τοὺς ἀσθενεῖς. bbox=[1330, 994, 1578, 1071]
western-front-text-1b: Ἡ ἐπιχείρησις ἔδειξεν ὅτι τὰ Γερμανικὰ στρατεύματα κουράζονται καὶ ὅτι ἡ συμμαχικὴ ὑπεροχὴ εἰς τὴν Δυτικὴν μέτωπον εἶναι πλέον ἀναμφισβήτητος. bbox=[1065, 337, 1318, 388]
divider bbox=[1331, 1076, 1579, 1077]
perles-sub: Μπακάλικαι Μπουγάτσαι bbox=[109, 1666, 244, 1678]
fifth-morning-banner: 5η ΠΡΩΪΝΗ bbox=[619, 541, 1025, 608]
